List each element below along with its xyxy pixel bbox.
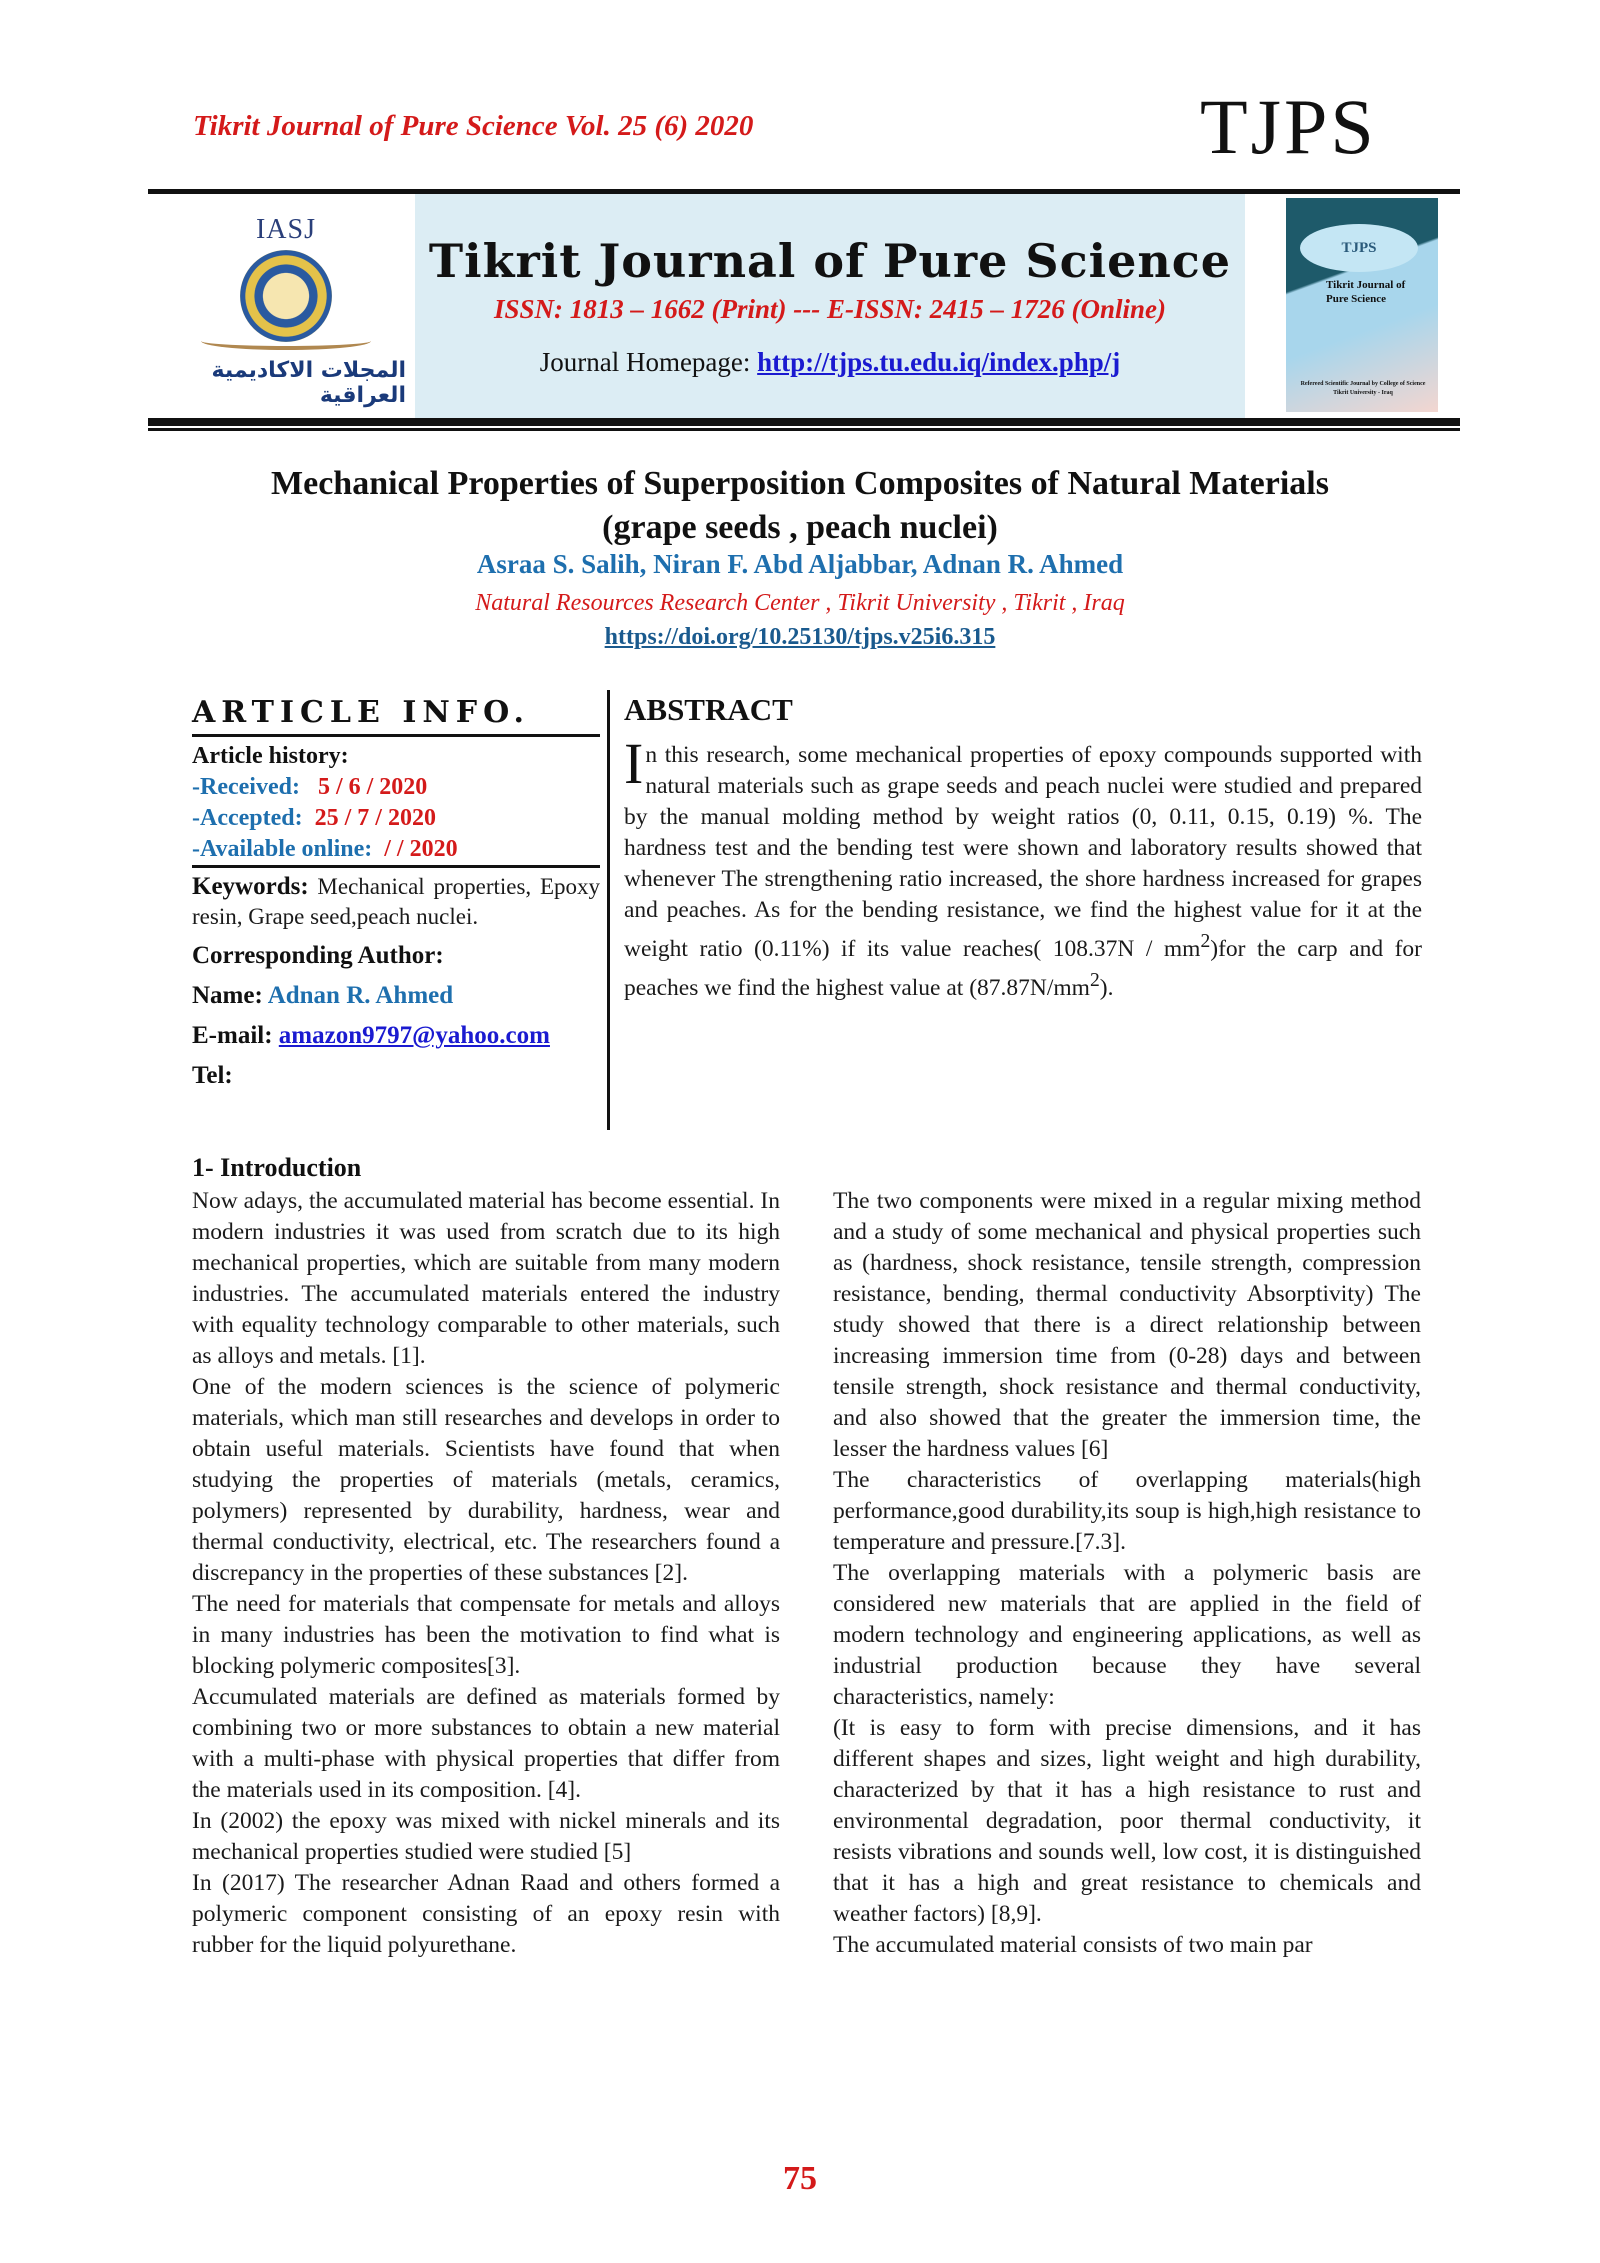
running-head: Tikrit Journal of Pure Science Vol. 25 (6) 2020 — [193, 110, 754, 142]
banner-center — [415, 194, 1245, 418]
corresponding-author-label: Corresponding Author: — [192, 942, 444, 969]
superscript: 2 — [1200, 931, 1211, 952]
history-value: 25 / 7 / 2020 — [314, 805, 436, 831]
page-number: 75 — [783, 2160, 817, 2197]
author-list: Asraa S. Salih, Niran F. Abd Aljabbar, Adnan R. Ahmed — [476, 549, 1124, 579]
cover-footer — [1294, 380, 1432, 398]
keywords-text: Mechanical properties, Epoxy resin, Grape seed,peach nuclei. — [192, 874, 600, 929]
email-label: E-mail: — [192, 1022, 273, 1049]
journal-issn: ISSN: 1813 – 1662 (Print) --- E-ISSN: 2415 – 1726 (Online) — [493, 294, 1167, 324]
abstract-text — [624, 731, 1422, 1004]
iasj-arabic-text: المجلات الاكاديمية العراقية — [211, 358, 406, 408]
drop-cap: I — [624, 731, 644, 796]
doi-link[interactable]: https://doi.org/10.25130/tjps.v25i6.315 — [604, 624, 996, 650]
article-info-heading: ARTICLE INFO. — [192, 695, 530, 730]
iasj-logo — [166, 204, 406, 409]
history-available-online — [192, 834, 600, 865]
paragraph: The characteristics of overlapping materials(high performance,good durability,its soup is high,high resistance to temperature and pressure.[7.3]. — [833, 1467, 1421, 1555]
keywords-label: Keywords: — [192, 873, 309, 900]
history-value: / / 2020 — [384, 836, 458, 862]
paragraph: Now adays, the accumulated material has become essential. In modern industries it was used from scratch due to its high mechanical properties, which are suitable from many modern industries. The accumulated materials entered the industry with equality technology comparable to other materials, such as alloys and metals. [1]. — [192, 1188, 780, 1369]
paragraph: (It is easy to form with precise dimensions, and it has different shapes and sizes, light weight and high durability, characterized by that it has a high resistance to rust and environmental degradation, poor thermal conductivity, it resists vibrations and sounds well, low cost, it is distinguished that it has a high and great resistance to chemicals and weather factors) [8,9]. — [833, 1715, 1421, 1927]
homepage-label: Journal Homepage: — [539, 347, 751, 377]
history-label: -Available online: — [192, 836, 373, 862]
abstract-section — [624, 690, 1422, 1004]
abstract-text-part: n this research, some mechanical properties of epoxy compounds supported with natural materials such as grape seeds and peach nuclei were studied and prepared by the manual molding method by weight ratios (0, 0.11, 0.15, 0.19) %. The hardness test and the bending test were shown and laboratory results showed that whenever The strengthening ratio increased, the shore hardness increased for grapes and peaches. As for the bending resistance, we find the highest value for it at the weight ratio (0.11%) if its value reaches( 108.37N / mm — [624, 742, 1422, 962]
iasj-acronym: IASJ — [255, 214, 316, 245]
paper-title-line1: Mechanical Properties of Superposition Composites of Natural Materials — [271, 465, 1329, 502]
divider — [192, 734, 600, 737]
paragraph: The need for materials that compensate for metals and alloys in many industries has been the motivation to find what is blocking polymeric composites[3]. — [192, 1591, 780, 1679]
doi — [150, 624, 1450, 651]
history-received — [192, 772, 600, 803]
cover-title-line2: Pure Science — [1326, 293, 1386, 305]
homepage-link[interactable]: http://tjps.tu.edu.iq/index.php/j — [757, 347, 1121, 377]
introduction-heading: 1- Introduction — [192, 1153, 362, 1182]
introduction-left-column — [192, 1186, 780, 1961]
banner-bottom-rule — [148, 418, 1460, 426]
superscript: 2 — [1089, 969, 1100, 991]
journal-mark: TJPS — [1200, 83, 1377, 170]
keywords — [192, 872, 600, 932]
journal-cover-image — [1286, 198, 1438, 412]
iasj-emblem-icon — [240, 250, 332, 342]
history-label: -Accepted: — [192, 805, 303, 831]
paragraph: One of the modern sciences is the science of polymeric materials, which man still researches and develops in order to obtain useful materials. Scientists have found that when studying the properties of materials (metals, ceramics, polymers) represented by durability, hardness, wear and thermal conductivity, electrical, etc. The researchers found a discrepancy in the properties of these substances [2]. — [192, 1374, 780, 1586]
article-history-label: Article history: — [192, 743, 349, 769]
author-tel-row — [192, 1056, 600, 1096]
paragraph: The two components were mixed in a regular mixing method and a study of some mechanical and physical properties such as (hardness, shock resistance, tensile strength, compression resistance, bending, thermal conductivity Absorptivity) The study showed that there is a direct relationship between increasing immersion time from (0-28) days and between tensile strength, shock resistance and thermal conductivity, and also showed that the greater the immersion time, the lesser the hardness values [6] — [833, 1188, 1421, 1462]
article-info-box — [192, 692, 600, 1096]
cover-title-line1: Tikrit Journal of — [1326, 279, 1406, 291]
abstract-heading: ABSTRACT — [624, 692, 793, 727]
cover-badge: TJPS — [1300, 224, 1418, 272]
cover-footer-line1: Refereed Scientific Journal by College of Science — [1300, 381, 1426, 387]
email-link[interactable]: amazon9797@yahoo.com — [278, 1022, 550, 1049]
paragraph: In (2002) the epoxy was mixed with nickel minerals and its mechanical properties studied were studied [5] — [192, 1808, 780, 1865]
introduction-right-column — [833, 1186, 1421, 1961]
abstract-text-part: )for the carp and for peaches we find the highest value at (87.87N/mm — [624, 935, 1422, 1001]
affiliation: Natural Resources Research Center , Tikrit University , Tikrit , Iraq — [475, 590, 1125, 616]
paper-title-line2: (grape seeds , peach nuclei) — [602, 509, 998, 546]
paragraph: In (2017) The researcher Adnan Raad and others formed a polymeric component consisting of an epoxy resin with rubber for the liquid polyurethane. — [192, 1870, 780, 1958]
cover-footer-line2: Tikrit University - Iraq — [1333, 390, 1393, 396]
journal-title: Tikrit Journal of Pure Science — [428, 234, 1232, 288]
paragraph: The accumulated material consists of two main par — [833, 1932, 1313, 1958]
author-name: Adnan R. Ahmed — [267, 982, 454, 1009]
journal-homepage — [415, 347, 1245, 378]
journal-banner — [148, 194, 1460, 418]
paragraph: The overlapping materials with a polymeric basis are considered new materials that are applied in the field of modern technology and engineering applications, as well as industrial production because they have several characteristics, namely: — [833, 1560, 1421, 1710]
tel-label: Tel: — [192, 1062, 233, 1089]
name-label: Name: — [192, 982, 263, 1009]
history-accepted — [192, 803, 600, 834]
column-divider — [607, 690, 610, 1130]
history-value: 5 / 6 / 2020 — [317, 774, 428, 800]
banner-bottom-rule-thin — [148, 428, 1460, 431]
cover-title — [1326, 278, 1405, 306]
abstract-text-part: ). — [1099, 974, 1114, 1001]
paper-title — [150, 462, 1450, 550]
paragraph: Accumulated materials are defined as materials formed by combining two or more substances to obtain a new material with a multi-phase with physical properties that differ from the materials used in its composition. [4]. — [192, 1684, 780, 1803]
author-email-row — [192, 1016, 600, 1056]
divider — [192, 865, 600, 868]
author-name-row — [192, 976, 600, 1016]
history-label: -Received: — [192, 774, 300, 800]
